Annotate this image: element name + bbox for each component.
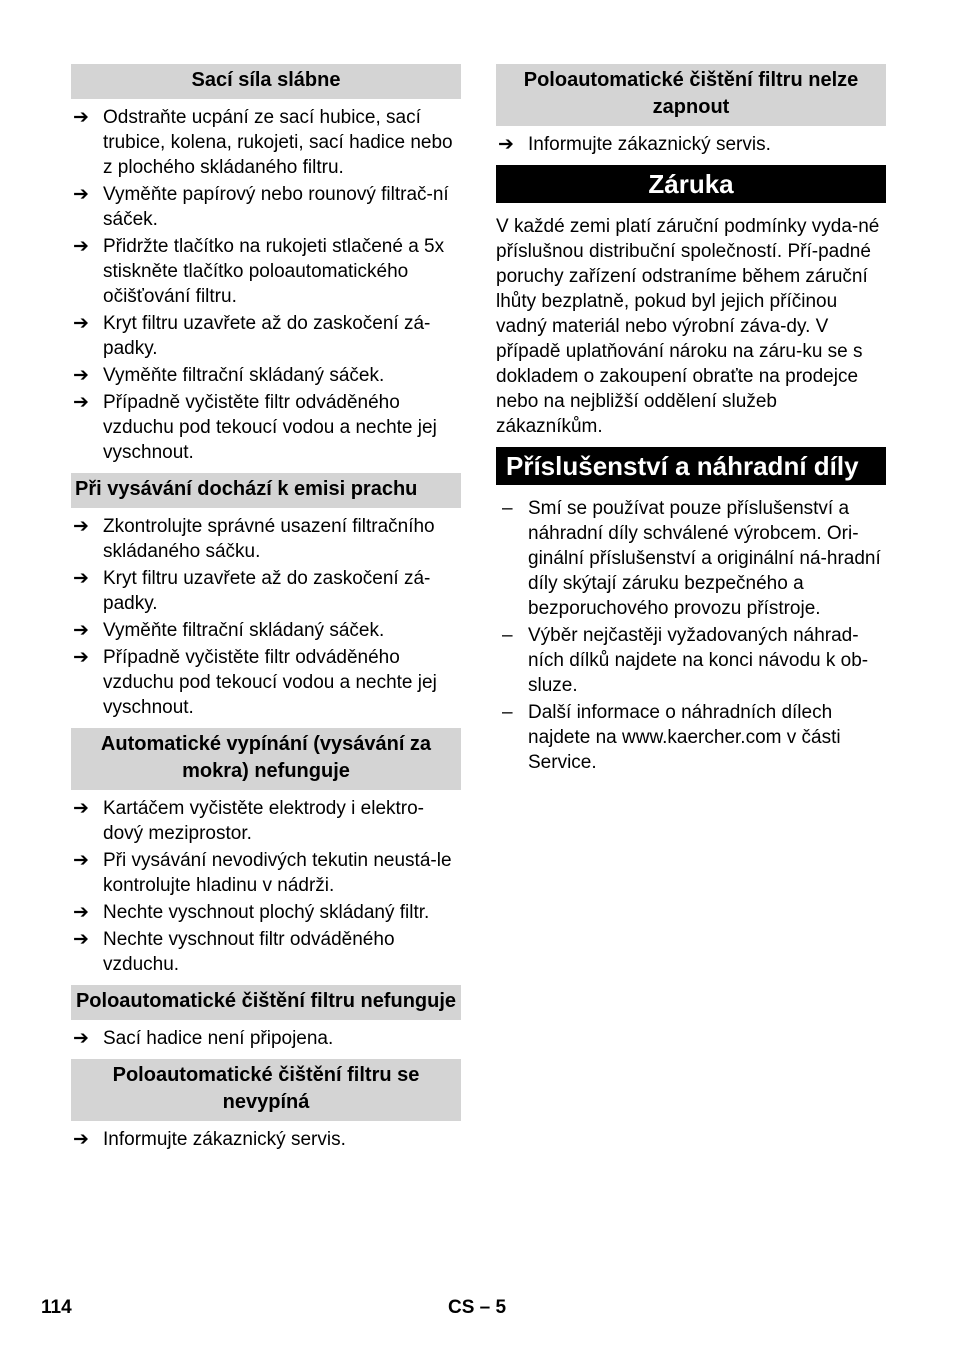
dash-list bbox=[496, 496, 886, 775]
section-heading: Sací síla slábne bbox=[71, 64, 461, 99]
arrow-icon: ➔ bbox=[73, 902, 89, 923]
list-item: ➔ Vyměňte filtrační skládaný sáček. bbox=[73, 620, 385, 641]
list-item: – Výběr nejčastěji vyžadovaných náhrad-ních dílků najdete na konci návodu k ob-sluze. bbox=[502, 625, 869, 696]
bullet-list bbox=[71, 796, 461, 977]
right-column bbox=[496, 64, 886, 783]
arrow-icon: ➔ bbox=[73, 516, 89, 537]
list-item: ➔ Nechte vyschnout filtr odváděného vzduchu. bbox=[73, 929, 395, 975]
bullet-list bbox=[496, 132, 886, 157]
bullet-list bbox=[71, 1127, 461, 1152]
list-item: ➔ Případně vyčistěte filtr odváděného vzduchu pod tekoucí vodou a nechte jej vyschnout. bbox=[73, 392, 437, 463]
list-item: ➔ Informujte zákaznický servis. bbox=[498, 134, 771, 155]
arrow-icon: ➔ bbox=[73, 798, 89, 819]
arrow-icon: ➔ bbox=[498, 134, 514, 155]
accessories-heading: Příslušenství a náhradní díly bbox=[496, 447, 886, 485]
list-item: ➔ Kryt filtru uzavřete až do zaskočení zá-padky. bbox=[73, 313, 431, 359]
section-accessories bbox=[496, 447, 886, 775]
section-heading: Poloautomatické čištění filtru se nevypíná bbox=[71, 1059, 461, 1121]
arrow-icon: ➔ bbox=[73, 184, 89, 205]
list-item: – Smí se používat pouze příslušenství a náhradní díly schválené výrobcem. Ori-ginální příslušenství a originální ná-hradní díly skýtají záruku bezpečného a bezporuchového provozu přístroje. bbox=[502, 498, 881, 619]
warranty-text: V každé zemi platí záruční podmínky vyda-né příslušnou distribuční společností. Pří-padné poruchy zařízení odstraníme během záruční lhůty bezplatně, pokud byl jejich příčinou vadný materiál nebo výrobní záva-dy. V případě uplatňování nároku na záru-ku se s dokladem o zakoupení obraťte na prodejce nebo na nejbližší oddělení služeb zákazníkům. bbox=[496, 216, 880, 437]
section-suction-weakens bbox=[71, 64, 461, 465]
bullet-list bbox=[71, 105, 461, 465]
list-item: ➔ Případně vyčistěte filtr odváděného vzduchu pod tekoucí vodou a nechte jej vyschnout. bbox=[73, 647, 437, 718]
language-page-label: CS – 5 bbox=[448, 1297, 507, 1318]
page-number: 114 bbox=[41, 1297, 72, 1318]
list-item: ➔ Nechte vyschnout plochý skládaný filtr. bbox=[73, 902, 430, 923]
list-item: ➔ Kartáčem vyčistěte elektrody i elektro-dový meziprostor. bbox=[73, 798, 425, 844]
arrow-icon: ➔ bbox=[73, 1129, 89, 1150]
section-auto-shutoff bbox=[71, 728, 461, 977]
arrow-icon: ➔ bbox=[73, 365, 89, 386]
left-column bbox=[71, 64, 461, 1160]
list-item: ➔ Kryt filtru uzavřete až do zaskočení zá-padky. bbox=[73, 568, 431, 614]
section-heading: Při vysávání dochází k emisi prachu bbox=[71, 473, 461, 508]
arrow-icon: ➔ bbox=[73, 850, 89, 871]
dash-icon: – bbox=[502, 702, 513, 723]
list-item: ➔ Při vysávání nevodivých tekutin neustá-le kontrolujte hladinu v nádrži. bbox=[73, 850, 452, 896]
section-heading: Poloautomatické čištění filtru nefunguje bbox=[71, 985, 461, 1020]
arrow-icon: ➔ bbox=[73, 620, 89, 641]
arrow-icon: ➔ bbox=[73, 647, 89, 668]
list-item: ➔ Sací hadice není připojena. bbox=[73, 1028, 334, 1049]
arrow-icon: ➔ bbox=[73, 568, 89, 589]
arrow-icon: ➔ bbox=[73, 929, 89, 950]
arrow-icon: ➔ bbox=[73, 107, 89, 128]
section-heading: Poloautomatické čištění filtru nelze zapnout bbox=[496, 64, 886, 126]
warranty-heading: Záruka bbox=[496, 165, 886, 203]
section-filter-cleaning-not-stopping bbox=[71, 1059, 461, 1152]
section-filter-cleaning-fails bbox=[71, 985, 461, 1051]
list-item: ➔ Přidržte tlačítko na rukojeti stlačené a 5x stiskněte tlačítko poloautomatického očišťování filtru. bbox=[73, 236, 445, 307]
bullet-list bbox=[71, 1026, 461, 1051]
list-item: ➔ Vyměňte filtrační skládaný sáček. bbox=[73, 365, 385, 386]
section-dust-emission bbox=[71, 473, 461, 720]
list-item: ➔ Vyměňte papírový nebo rounový filtrač-ní sáček. bbox=[73, 184, 449, 230]
dash-icon: – bbox=[502, 498, 513, 519]
arrow-icon: ➔ bbox=[73, 236, 89, 257]
list-item: – Další informace o náhradních dílech najdete na www.kaercher.com v části Service. bbox=[502, 702, 841, 773]
arrow-icon: ➔ bbox=[73, 313, 89, 334]
arrow-icon: ➔ bbox=[73, 1028, 89, 1049]
list-item: ➔ Informujte zákaznický servis. bbox=[73, 1129, 346, 1150]
bullet-list bbox=[71, 514, 461, 720]
section-heading: Automatické vypínání (vysávání za mokra) nefunguje bbox=[71, 728, 461, 790]
arrow-icon: ➔ bbox=[73, 392, 89, 413]
list-item: ➔ Odstraňte ucpání ze sací hubice, sací trubice, kolena, rukojeti, sací hadice nebo z plochého skládaného filtru. bbox=[73, 107, 453, 178]
list-item: ➔ Zkontrolujte správné usazení filtračního skládaného sáčku. bbox=[73, 516, 435, 562]
dash-icon: – bbox=[502, 625, 513, 646]
section-warranty bbox=[496, 165, 886, 439]
section-filter-cleaning-cannot-start bbox=[496, 64, 886, 157]
